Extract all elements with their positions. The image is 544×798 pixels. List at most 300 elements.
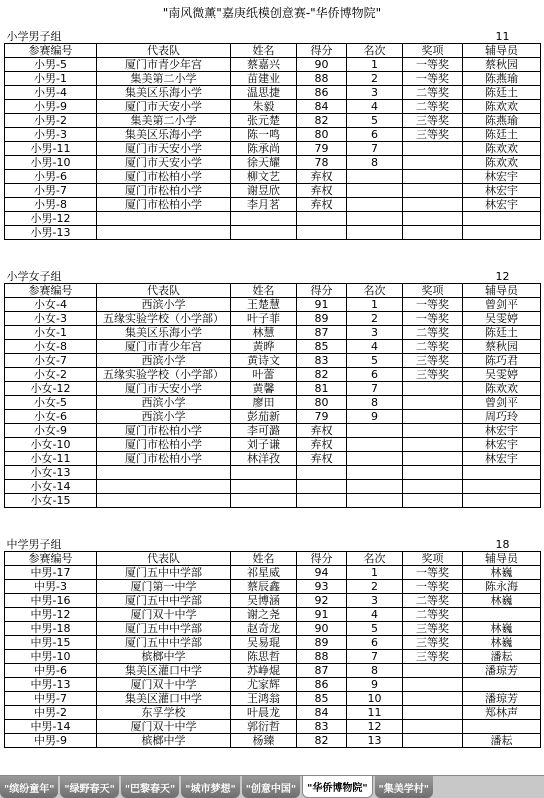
cell-award[interactable]: 二等奖 [403,326,463,340]
cell-entry-id[interactable]: 小女-14 [5,480,97,494]
cell-rank[interactable] [347,184,403,198]
cell-name[interactable]: 叶蕾 [231,368,297,382]
cell-name[interactable] [231,466,297,480]
cell-entry-id[interactable]: 中男-10 [5,650,97,664]
column-header-entry-id[interactable]: 参赛编号 [5,284,97,298]
cell-entry-id[interactable]: 小男-12 [5,212,97,226]
cell-score[interactable]: 93 [297,580,347,594]
group-count[interactable]: 12 [463,270,541,284]
cell-rank[interactable]: 8 [347,156,403,170]
cell-score[interactable]: 88 [297,650,347,664]
cell-entry-id[interactable]: 小男-5 [5,58,97,72]
cell-name[interactable]: 尤家辉 [231,678,297,692]
cell-score[interactable]: 91 [297,298,347,312]
cell-rank[interactable]: 5 [347,354,403,368]
cell-rank[interactable]: 8 [347,396,403,410]
cell-score[interactable]: 弃权 [297,438,347,452]
cell-entry-id[interactable]: 中男-3 [5,580,97,594]
cell-entry-id[interactable]: 小男-2 [5,114,97,128]
cell-team[interactable]: 东孚学校 [97,706,231,720]
cell-score[interactable]: 82 [297,368,347,382]
cell-score[interactable]: 81 [297,382,347,396]
cell-award[interactable] [403,410,463,424]
cell-rank[interactable]: 12 [347,720,403,734]
cell-coach[interactable]: 潘耘 [463,650,541,664]
cell-entry-id[interactable]: 中男-14 [5,720,97,734]
cell-entry-id[interactable]: 小女-11 [5,452,97,466]
cell-name[interactable]: 黄馨 [231,382,297,396]
cell-name[interactable]: 朱毅 [231,100,297,114]
cell-entry-id[interactable]: 小女-7 [5,354,97,368]
cell-rank[interactable]: 11 [347,706,403,720]
cell-team[interactable]: 厦门市天安小学 [97,142,231,156]
cell-award[interactable]: 三等奖 [403,650,463,664]
cell-entry-id[interactable]: 中男-7 [5,692,97,706]
cell-entry-id[interactable]: 小女-5 [5,396,97,410]
cell-score[interactable]: 79 [297,410,347,424]
cell-rank[interactable]: 6 [347,368,403,382]
cell-coach[interactable] [463,608,541,622]
cell-coach[interactable]: 林巍 [463,566,541,580]
cell-name[interactable]: 李月茗 [231,198,297,212]
cell-rank[interactable] [347,424,403,438]
column-header-coach[interactable]: 辅导员 [463,44,541,58]
cell-score[interactable]: 89 [297,636,347,650]
cell-entry-id[interactable]: 小女-4 [5,298,97,312]
cell-entry-id[interactable]: 小男-11 [5,142,97,156]
sheet-tab[interactable]: "巴黎春天" [121,776,179,798]
cell-name[interactable]: 温思捷 [231,86,297,100]
cell-score[interactable]: 88 [297,72,347,86]
cell-team[interactable]: 集美第二小学 [97,72,231,86]
cell-coach[interactable]: 陈燕瑜 [463,114,541,128]
cell-award[interactable]: 三等奖 [403,636,463,650]
cell-rank[interactable]: 1 [347,298,403,312]
column-header-entry-id[interactable]: 参赛编号 [5,44,97,58]
cell-coach[interactable]: 陈欢欢 [463,142,541,156]
cell-score[interactable]: 87 [297,326,347,340]
sheet-tab[interactable]: "创意中国" [242,776,300,798]
cell-coach[interactable]: 陈廷土 [463,326,541,340]
cell-rank[interactable]: 6 [347,128,403,142]
cell-entry-id[interactable]: 中男-17 [5,566,97,580]
cell-award[interactable]: 三等奖 [403,354,463,368]
cell-team[interactable]: 厦门双十中学 [97,720,231,734]
cell-award[interactable]: 一等奖 [403,298,463,312]
cell-rank[interactable]: 4 [347,100,403,114]
cell-award[interactable] [403,142,463,156]
column-header-team[interactable]: 代表队 [97,44,231,58]
cell-rank[interactable] [347,438,403,452]
column-header-rank[interactable]: 名次 [347,552,403,566]
cell-score[interactable]: 82 [297,114,347,128]
cell-entry-id[interactable]: 小男-10 [5,156,97,170]
cell-team[interactable]: 厦门市天安小学 [97,382,231,396]
cell-name[interactable]: 陈一鸣 [231,128,297,142]
cell-name[interactable]: 徐天耀 [231,156,297,170]
cell-coach[interactable] [463,720,541,734]
cell-score[interactable]: 84 [297,100,347,114]
cell-team[interactable]: 西滨小学 [97,410,231,424]
cell-score[interactable]: 85 [297,340,347,354]
cell-entry-id[interactable]: 小男-7 [5,184,97,198]
cell-coach[interactable]: 郑林声 [463,706,541,720]
cell-award[interactable] [403,678,463,692]
cell-award[interactable]: 一等奖 [403,566,463,580]
cell-award[interactable]: 一等奖 [403,312,463,326]
cell-rank[interactable]: 7 [347,142,403,156]
cell-team[interactable] [97,494,231,508]
cell-rank[interactable]: 10 [347,692,403,706]
cell-team[interactable]: 集美区乐海小学 [97,326,231,340]
cell-score[interactable]: 弃权 [297,170,347,184]
column-header-award[interactable]: 奖项 [403,284,463,298]
cell-award[interactable] [403,170,463,184]
cell-rank[interactable]: 5 [347,114,403,128]
cell-rank[interactable]: 4 [347,608,403,622]
cell-score[interactable]: 84 [297,706,347,720]
cell-rank[interactable] [347,452,403,466]
cell-score[interactable]: 80 [297,128,347,142]
cell-score[interactable]: 92 [297,594,347,608]
cell-name[interactable]: 王楚慧 [231,298,297,312]
cell-coach[interactable]: 林宏宇 [463,452,541,466]
cell-award[interactable]: 二等奖 [403,340,463,354]
cell-name[interactable]: 吴易琨 [231,636,297,650]
cell-rank[interactable]: 13 [347,734,403,748]
cell-team[interactable]: 厦门市天安小学 [97,156,231,170]
cell-rank[interactable]: 3 [347,594,403,608]
cell-name[interactable]: 彭茄新 [231,410,297,424]
cell-entry-id[interactable]: 中男-15 [5,636,97,650]
cell-score[interactable]: 弃权 [297,452,347,466]
cell-name[interactable]: 蔡嘉兴 [231,58,297,72]
cell-award[interactable] [403,734,463,748]
cell-entry-id[interactable]: 小女-8 [5,340,97,354]
cell-coach[interactable]: 林巍 [463,636,541,650]
cell-score[interactable]: 94 [297,566,347,580]
cell-team[interactable]: 厦门市青少年宫 [97,58,231,72]
cell-team[interactable]: 厦门市松柏小学 [97,424,231,438]
cell-team[interactable]: 集美第二小学 [97,114,231,128]
cell-entry-id[interactable]: 小女-15 [5,494,97,508]
cell-score[interactable]: 87 [297,664,347,678]
cell-rank[interactable]: 8 [347,664,403,678]
cell-team[interactable]: 厦门五中中学部 [97,622,231,636]
cell-award[interactable] [403,226,463,240]
cell-award[interactable]: 二等奖 [403,594,463,608]
cell-award[interactable]: 一等奖 [403,72,463,86]
cell-team[interactable]: 五缘实验学校（小学部） [97,312,231,326]
cell-coach[interactable]: 陈巧君 [463,354,541,368]
cell-coach[interactable]: 陈廷土 [463,86,541,100]
cell-rank[interactable]: 6 [347,636,403,650]
cell-entry-id[interactable]: 小女-2 [5,368,97,382]
cell-coach[interactable]: 林巍 [463,594,541,608]
column-header-name[interactable]: 姓名 [231,552,297,566]
cell-coach[interactable]: 陈欢欢 [463,382,541,396]
cell-score[interactable]: 弃权 [297,198,347,212]
column-header-score[interactable]: 得分 [297,552,347,566]
cell-team[interactable]: 槟榔中学 [97,734,231,748]
cell-coach[interactable]: 林宏宇 [463,424,541,438]
column-header-coach[interactable]: 辅导员 [463,284,541,298]
group-name[interactable]: 中学男子组 [5,538,463,552]
cell-score[interactable]: 78 [297,156,347,170]
cell-team[interactable]: 厦门市天安小学 [97,100,231,114]
cell-coach[interactable]: 陈燕瑜 [463,72,541,86]
cell-name[interactable]: 杨臻 [231,734,297,748]
cell-award[interactable] [403,184,463,198]
column-header-score[interactable]: 得分 [297,284,347,298]
cell-coach[interactable] [463,480,541,494]
cell-award[interactable] [403,664,463,678]
cell-award[interactable] [403,706,463,720]
cell-rank[interactable]: 1 [347,58,403,72]
cell-score[interactable]: 82 [297,734,347,748]
cell-award[interactable]: 二等奖 [403,100,463,114]
cell-entry-id[interactable]: 小女-1 [5,326,97,340]
cell-coach[interactable] [463,466,541,480]
cell-score[interactable] [297,494,347,508]
cell-entry-id[interactable]: 小男-3 [5,128,97,142]
cell-name[interactable]: 林洋孜 [231,452,297,466]
cell-entry-id[interactable]: 小女-13 [5,466,97,480]
cell-award[interactable] [403,466,463,480]
column-header-team[interactable]: 代表队 [97,552,231,566]
cell-coach[interactable]: 林巍 [463,622,541,636]
cell-score[interactable] [297,480,347,494]
cell-rank[interactable] [347,226,403,240]
cell-entry-id[interactable]: 中男-13 [5,678,97,692]
cell-coach[interactable] [463,678,541,692]
cell-entry-id[interactable]: 小女-12 [5,382,97,396]
cell-coach[interactable]: 林宏宇 [463,184,541,198]
cell-coach[interactable]: 周巧玲 [463,410,541,424]
cell-award[interactable] [403,494,463,508]
cell-name[interactable]: 廖田 [231,396,297,410]
cell-rank[interactable]: 3 [347,86,403,100]
cell-coach[interactable]: 曾剑平 [463,298,541,312]
cell-award[interactable]: 二等奖 [403,86,463,100]
cell-name[interactable]: 张元楚 [231,114,297,128]
cell-name[interactable]: 陈思哲 [231,650,297,664]
cell-rank[interactable] [347,198,403,212]
cell-award[interactable] [403,480,463,494]
cell-entry-id[interactable]: 中男-16 [5,594,97,608]
cell-score[interactable]: 89 [297,312,347,326]
cell-rank[interactable]: 1 [347,566,403,580]
cell-name[interactable]: 蔡辰鑫 [231,580,297,594]
cell-team[interactable]: 五缘实验学校（小学部） [97,368,231,382]
cell-score[interactable]: 86 [297,678,347,692]
cell-entry-id[interactable]: 中男-2 [5,706,97,720]
cell-rank[interactable] [347,494,403,508]
cell-team[interactable]: 厦门市松柏小学 [97,438,231,452]
sheet-tab[interactable]: "城市梦想" [181,776,239,798]
cell-score[interactable]: 91 [297,608,347,622]
cell-name[interactable]: 黄晔 [231,340,297,354]
cell-score[interactable]: 90 [297,58,347,72]
cell-name[interactable]: 赵奇龙 [231,622,297,636]
cell-coach[interactable]: 陈欢欢 [463,100,541,114]
cell-entry-id[interactable]: 小女-9 [5,424,97,438]
cell-award[interactable] [403,198,463,212]
cell-coach[interactable]: 陈永海 [463,580,541,594]
cell-award[interactable] [403,396,463,410]
cell-coach[interactable]: 林宏宇 [463,170,541,184]
cell-name[interactable]: 柳文艺 [231,170,297,184]
cell-entry-id[interactable]: 小女-10 [5,438,97,452]
cell-coach[interactable]: 曾剑平 [463,396,541,410]
cell-name[interactable]: 黄诗文 [231,354,297,368]
cell-team[interactable]: 西滨小学 [97,396,231,410]
column-header-name[interactable]: 姓名 [231,44,297,58]
cell-rank[interactable]: 2 [347,312,403,326]
cell-score[interactable] [297,212,347,226]
cell-entry-id[interactable]: 中男-18 [5,622,97,636]
column-header-award[interactable]: 奖项 [403,552,463,566]
column-header-team[interactable]: 代表队 [97,284,231,298]
cell-name[interactable] [231,226,297,240]
column-header-entry-id[interactable]: 参赛编号 [5,552,97,566]
column-header-rank[interactable]: 名次 [347,44,403,58]
group-count[interactable]: 18 [463,538,541,552]
group-count[interactable]: 11 [463,30,541,44]
cell-award[interactable]: 一等奖 [403,580,463,594]
cell-award[interactable] [403,720,463,734]
cell-rank[interactable]: 7 [347,650,403,664]
cell-rank[interactable]: 5 [347,622,403,636]
cell-team[interactable]: 西滨小学 [97,298,231,312]
cell-rank[interactable]: 2 [347,580,403,594]
cell-rank[interactable]: 7 [347,382,403,396]
group-name[interactable]: 小学女子组 [5,270,463,284]
cell-coach[interactable]: 林宏宇 [463,198,541,212]
cell-name[interactable]: 苗建业 [231,72,297,86]
cell-coach[interactable] [463,212,541,226]
cell-entry-id[interactable]: 小男-8 [5,198,97,212]
sheet-tab[interactable]: "缤纷童年" [0,776,58,798]
cell-award[interactable]: 二等奖 [403,608,463,622]
cell-entry-id[interactable]: 中男-6 [5,664,97,678]
cell-score[interactable]: 79 [297,142,347,156]
cell-coach[interactable]: 陈欢欢 [463,156,541,170]
cell-award[interactable]: 三等奖 [403,622,463,636]
cell-score[interactable] [297,466,347,480]
cell-award[interactable] [403,382,463,396]
cell-team[interactable]: 西滨小学 [97,354,231,368]
cell-team[interactable] [97,480,231,494]
cell-coach[interactable]: 吴雯婷 [463,312,541,326]
cell-name[interactable]: 刘子谦 [231,438,297,452]
cell-award[interactable]: 三等奖 [403,128,463,142]
cell-entry-id[interactable]: 中男-9 [5,734,97,748]
cell-name[interactable] [231,480,297,494]
cell-team[interactable]: 厦门市松柏小学 [97,184,231,198]
cell-entry-id[interactable]: 小男-1 [5,72,97,86]
cell-team[interactable]: 集美区乐海小学 [97,86,231,100]
cell-award[interactable] [403,424,463,438]
cell-rank[interactable] [347,480,403,494]
cell-team[interactable] [97,212,231,226]
group-name[interactable]: 小学男子组 [5,30,463,44]
column-header-rank[interactable]: 名次 [347,284,403,298]
cell-rank[interactable]: 2 [347,72,403,86]
cell-team[interactable]: 厦门市松柏小学 [97,198,231,212]
cell-entry-id[interactable]: 小女-6 [5,410,97,424]
cell-coach[interactable]: 林宏宇 [463,438,541,452]
cell-name[interactable]: 谢之尧 [231,608,297,622]
cell-name[interactable]: 苏峥焜 [231,664,297,678]
cell-team[interactable]: 槟榔中学 [97,650,231,664]
cell-coach[interactable]: 吴雯婷 [463,368,541,382]
cell-score[interactable]: 83 [297,720,347,734]
cell-entry-id[interactable]: 中男-12 [5,608,97,622]
cell-rank[interactable] [347,212,403,226]
column-header-coach[interactable]: 辅导员 [463,552,541,566]
cell-name[interactable]: 陈承尚 [231,142,297,156]
cell-team[interactable]: 集美区灌口中学 [97,664,231,678]
cell-team[interactable] [97,466,231,480]
cell-team[interactable]: 厦门市松柏小学 [97,170,231,184]
cell-name[interactable]: 林慧 [231,326,297,340]
cell-award[interactable] [403,438,463,452]
cell-entry-id[interactable]: 小男-6 [5,170,97,184]
cell-entry-id[interactable]: 小男-13 [5,226,97,240]
cell-team[interactable]: 厦门市松柏小学 [97,452,231,466]
cell-name[interactable] [231,494,297,508]
cell-name[interactable] [231,212,297,226]
cell-name[interactable]: 叶子菲 [231,312,297,326]
cell-score[interactable] [297,226,347,240]
cell-name[interactable]: 李可潞 [231,424,297,438]
cell-coach[interactable] [463,494,541,508]
cell-team[interactable]: 厦门市青少年宫 [97,340,231,354]
cell-rank[interactable]: 9 [347,678,403,692]
cell-score[interactable]: 86 [297,86,347,100]
cell-name[interactable]: 郭衍哲 [231,720,297,734]
cell-entry-id[interactable]: 小女-3 [5,312,97,326]
cell-rank[interactable]: 4 [347,340,403,354]
cell-coach[interactable] [463,226,541,240]
cell-rank[interactable] [347,466,403,480]
cell-coach[interactable]: 潘琼芳 [463,692,541,706]
column-header-score[interactable]: 得分 [297,44,347,58]
cell-team[interactable]: 厦门第一中学 [97,580,231,594]
cell-score[interactable]: 90 [297,622,347,636]
cell-name[interactable]: 王鸿翁 [231,692,297,706]
cell-award[interactable]: 三等奖 [403,368,463,382]
cell-score[interactable]: 83 [297,354,347,368]
cell-score[interactable]: 弃权 [297,424,347,438]
cell-award[interactable]: 一等奖 [403,58,463,72]
cell-team[interactable] [97,226,231,240]
cell-entry-id[interactable]: 小男-4 [5,86,97,100]
cell-rank[interactable]: 3 [347,326,403,340]
cell-team[interactable]: 厦门双十中学 [97,608,231,622]
cell-coach[interactable]: 蔡秋园 [463,340,541,354]
column-header-name[interactable]: 姓名 [231,284,297,298]
cell-team[interactable]: 厦门五中中学部 [97,566,231,580]
sheet-tab[interactable]: "集美学村" [375,776,433,798]
cell-team[interactable]: 集美区乐海小学 [97,128,231,142]
cell-name[interactable]: 祁星威 [231,566,297,580]
cell-award[interactable] [403,692,463,706]
sheet-tab[interactable]: "华侨博物院" [302,776,372,798]
cell-team[interactable]: 厦门五中中学部 [97,636,231,650]
cell-team[interactable]: 集美区灌口中学 [97,692,231,706]
